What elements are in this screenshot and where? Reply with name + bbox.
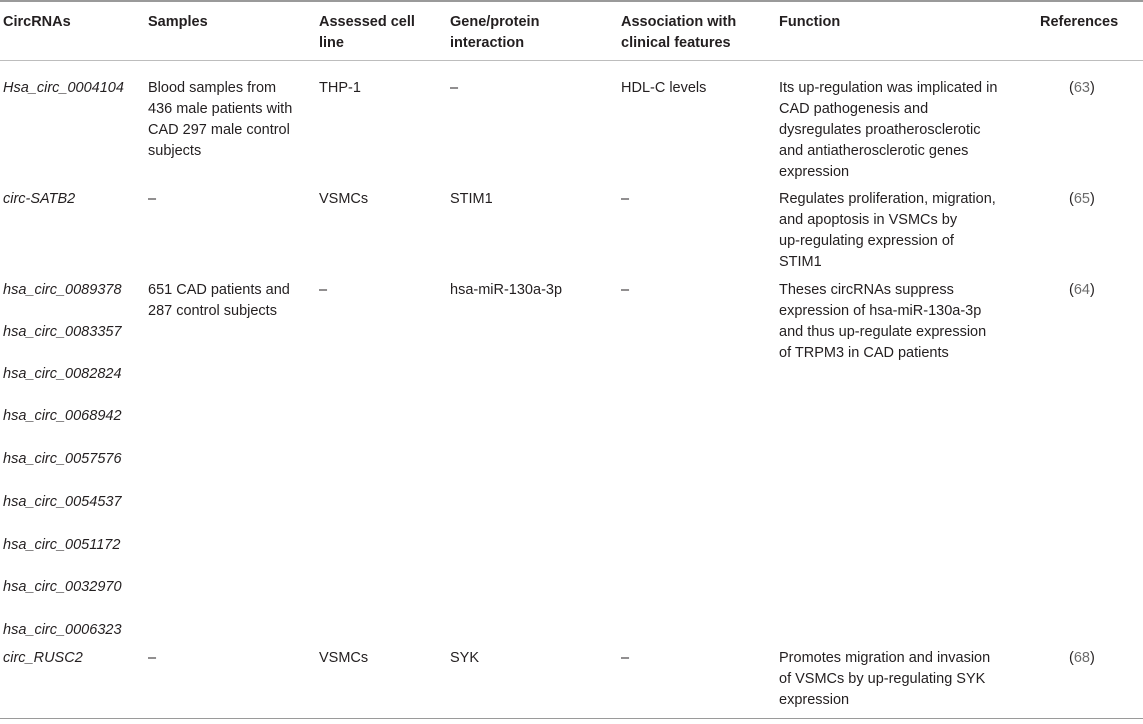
row2-function-3: up-regulating expression of bbox=[779, 233, 954, 249]
row1-function-4: and antiatherosclerotic genes bbox=[779, 143, 969, 159]
row3-circrna-7: hsa_circ_0051172 bbox=[3, 537, 121, 553]
row4-reference-number[interactable]: 68 bbox=[1073, 650, 1090, 666]
row1-interaction: – bbox=[450, 80, 459, 96]
row1-reference-number[interactable]: 63 bbox=[1073, 80, 1090, 96]
row1-function-2: CAD pathogenesis and bbox=[779, 101, 929, 117]
row3-circrna-2: hsa_circ_0083357 bbox=[3, 324, 122, 340]
header-cell-line-1: Assessed cell bbox=[319, 14, 415, 30]
row4-clinical: – bbox=[621, 650, 630, 666]
header-clinical-1: Association with bbox=[621, 14, 737, 30]
header-circrnas: CircRNAs bbox=[3, 14, 71, 30]
header-interaction-2: interaction bbox=[450, 35, 525, 51]
row3-reference-number[interactable]: 64 bbox=[1073, 282, 1090, 298]
row1-function-5: expression bbox=[779, 164, 850, 180]
row2-function-1: Regulates proliferation, migration, bbox=[779, 191, 996, 207]
row1-samples-1: Blood samples from bbox=[148, 80, 277, 96]
row4-function-3: expression bbox=[779, 692, 850, 708]
row1-samples-4: subjects bbox=[148, 143, 202, 159]
table-top-rule bbox=[0, 0, 1143, 2]
row4-samples: – bbox=[148, 650, 157, 666]
row1-samples-2: 436 male patients with bbox=[148, 101, 293, 117]
header-interaction-1: Gene/protein bbox=[450, 14, 540, 30]
row2-circrna: circ-SATB2 bbox=[3, 191, 76, 207]
row2-interaction: STIM1 bbox=[450, 191, 493, 207]
header-references: References bbox=[1040, 14, 1119, 30]
row3-circrna-1: hsa_circ_0089378 bbox=[3, 282, 122, 298]
row3-function-3: and thus up-regulate expression bbox=[779, 324, 987, 340]
row2-function-4: STIM1 bbox=[779, 254, 822, 270]
header-clinical-2: clinical features bbox=[621, 35, 731, 51]
row1-reference[interactable]: (63) bbox=[1069, 80, 1095, 96]
row1-circrna: Hsa_circ_0004104 bbox=[3, 80, 124, 96]
row4-function-2: of VSMCs by up-regulating SYK bbox=[779, 671, 986, 687]
row2-reference[interactable]: (65) bbox=[1069, 191, 1095, 207]
row3-circrna-5: hsa_circ_0057576 bbox=[3, 451, 122, 467]
row2-reference-number[interactable]: 65 bbox=[1073, 191, 1090, 207]
row3-circrna-3: hsa_circ_0082824 bbox=[3, 366, 122, 382]
row3-circrna-6: hsa_circ_0054537 bbox=[3, 494, 122, 510]
row2-function-2: and apoptosis in VSMCs by bbox=[779, 212, 958, 228]
row3-samples-1: 651 CAD patients and bbox=[148, 282, 290, 298]
row3-clinical: – bbox=[621, 282, 630, 298]
row2-cell-line: VSMCs bbox=[319, 191, 369, 207]
row3-circrna-9: hsa_circ_0006323 bbox=[3, 622, 122, 638]
row2-samples: – bbox=[148, 191, 157, 207]
row1-function-1: Its up-regulation was implicated in bbox=[779, 80, 998, 96]
row3-cell-line: – bbox=[319, 282, 328, 298]
row1-clinical: HDL-C levels bbox=[621, 80, 707, 96]
row3-samples-2: 287 control subjects bbox=[148, 303, 277, 319]
row3-circrna-8: hsa_circ_0032970 bbox=[3, 579, 122, 595]
header-function: Function bbox=[779, 14, 841, 30]
row1-function-3: dysregulates proatherosclerotic bbox=[779, 122, 981, 138]
row4-function-1: Promotes migration and invasion bbox=[779, 650, 991, 666]
header-cell-line-2: line bbox=[319, 35, 344, 51]
row3-circrna-4: hsa_circ_0068942 bbox=[3, 408, 122, 424]
row3-interaction: hsa-miR-130a-3p bbox=[450, 282, 563, 298]
row4-cell-line: VSMCs bbox=[319, 650, 369, 666]
row3-function-1: Theses circRNAs suppress bbox=[779, 282, 954, 298]
row3-function-2: expression of hsa-miR-130a-3p bbox=[779, 303, 982, 319]
header-rule bbox=[0, 60, 1143, 61]
row4-interaction: SYK bbox=[450, 650, 480, 666]
row2-clinical: – bbox=[621, 191, 630, 207]
row4-circrna: circ_RUSC2 bbox=[3, 650, 83, 666]
row1-samples-3: CAD 297 male control bbox=[148, 122, 290, 138]
row3-reference[interactable]: (64) bbox=[1069, 282, 1095, 298]
row4-reference[interactable]: (68) bbox=[1069, 650, 1095, 666]
row3-function-4: of TRPM3 in CAD patients bbox=[779, 345, 949, 361]
table-bottom-rule bbox=[0, 718, 1143, 719]
row1-cell-line: THP-1 bbox=[319, 80, 361, 96]
header-samples: Samples bbox=[148, 14, 208, 30]
